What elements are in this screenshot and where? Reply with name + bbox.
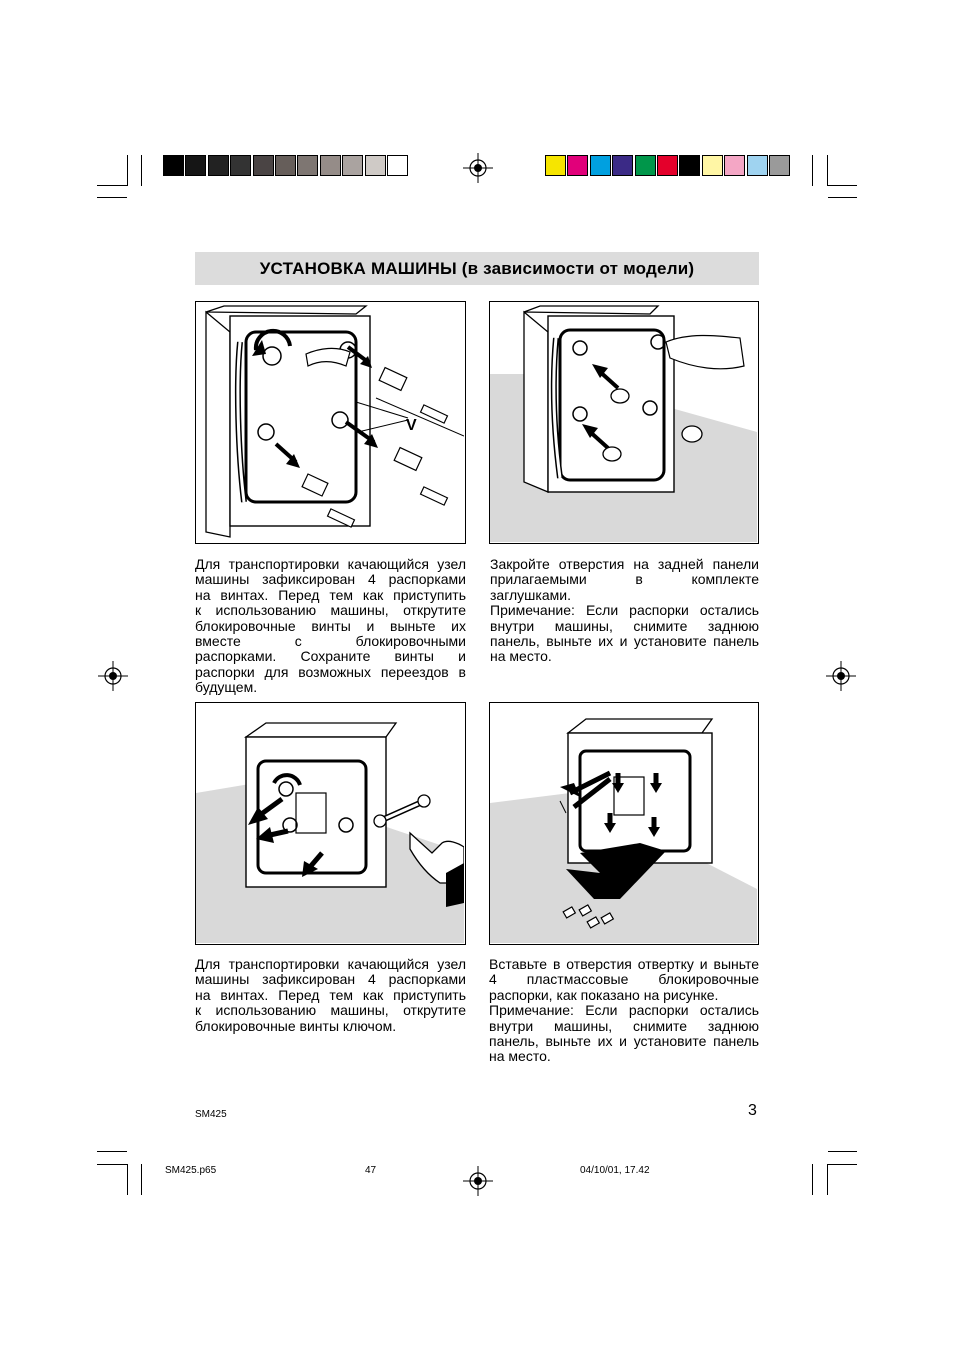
text-line: панель, выньте их и установите панель (489, 1034, 759, 1050)
text-line: будущем. (195, 680, 258, 696)
instruction-text-1 (195, 557, 466, 696)
text-line: машины зафиксирован 4 распорками (195, 572, 466, 588)
grayscale-bar-swatch (342, 155, 363, 176)
color-bar-swatch (724, 155, 745, 176)
grayscale-bar-swatch (253, 155, 274, 176)
figure-wrench-bolts (195, 702, 466, 945)
grayscale-bar-swatch (163, 155, 184, 176)
instruction-text-2 (490, 557, 759, 665)
color-bar-swatch (612, 155, 633, 176)
text-line: на винтах. Перед тем как приступить (195, 587, 466, 603)
text-line: распорками. Сохраните винты и (195, 649, 466, 665)
footer-page: 47 (365, 1165, 377, 1176)
grayscale-bar-swatch (320, 155, 341, 176)
text-line: Для транспортировки качающийся узел (195, 957, 466, 972)
color-bar-swatch (635, 155, 656, 176)
footer-date: 04/10/01, 17.42 (580, 1165, 650, 1176)
text-line: Примечание: Если распорки остались (490, 603, 759, 619)
registration-mark-bottom (463, 1166, 493, 1196)
color-bar-swatch (545, 155, 566, 176)
model-code: SM425 (195, 1109, 227, 1120)
figure-screwdriver-spacers (489, 702, 759, 945)
text-line: Для транспортировки качающийся узел (195, 557, 466, 572)
grayscale-bar-swatch (230, 155, 251, 176)
color-bar-swatch (657, 155, 678, 176)
text-line: распорки для возможных переездов в (195, 664, 466, 680)
grayscale-bar-swatch (208, 155, 229, 176)
text-line: на место. (490, 649, 552, 665)
grayscale-bar-swatch (365, 155, 386, 176)
color-bar-swatch (769, 155, 790, 176)
registration-mark-top (463, 153, 493, 183)
color-bar-swatch (679, 155, 700, 176)
text-line: внутри машины, снимите заднюю (490, 618, 759, 634)
instruction-text-3 (195, 957, 466, 1034)
text-line: панель, выньте их и установите панель (490, 634, 759, 650)
page-number: 3 (748, 1102, 757, 1119)
section-title-bar (195, 252, 759, 285)
text-line: Закройте отверстия на задней панели (490, 557, 759, 572)
footer-file: SM425.p65 (165, 1165, 217, 1176)
grayscale-bar-swatch (275, 155, 296, 176)
text-line: Примечание: Если распорки остались (489, 1003, 759, 1019)
text-line: блокировочные винты и выньте их (195, 618, 466, 634)
color-bar-swatch (567, 155, 588, 176)
text-line: распорки, как показано на рисунке. (489, 987, 719, 1003)
text-line: внутри машины, снимите заднюю (489, 1018, 759, 1034)
color-bar-swatch (747, 155, 768, 176)
registration-mark-left (98, 661, 128, 691)
text-line: машины зафиксирован 4 распорками (195, 972, 466, 988)
registration-mark-right (826, 661, 856, 691)
text-line: к использованию машины, открутите (195, 603, 466, 619)
text-line: на место. (489, 1049, 551, 1065)
page-title: УСТАНОВКА МАШИНЫ (в зависимости от модели) (259, 259, 695, 278)
text-line: на винтах. Перед тем как приступить (195, 987, 466, 1003)
text-line: прилагаемыми в комплекте (490, 572, 759, 588)
instruction-text-4 (489, 957, 759, 1065)
grayscale-bar-swatch (297, 155, 318, 176)
v-label: V (406, 417, 417, 434)
text-line: к использованию машины, открутите (195, 1003, 466, 1019)
grayscale-bar-swatch (387, 155, 408, 176)
text-line: блокировочные винты ключом. (195, 1018, 397, 1034)
text-line: вместе с блокировочными (195, 634, 466, 650)
color-bar-swatch (702, 155, 723, 176)
grayscale-bar-swatch (185, 155, 206, 176)
color-bar-swatch (590, 155, 611, 176)
text-line: 4 пластмассовые блокировочные (489, 972, 759, 988)
figure-insert-plugs (489, 301, 759, 544)
text-line: Вставьте в отверстия отвертку и выньте (489, 957, 759, 972)
text-line: заглушками. (490, 587, 571, 603)
figure-remove-bolts (195, 301, 466, 544)
